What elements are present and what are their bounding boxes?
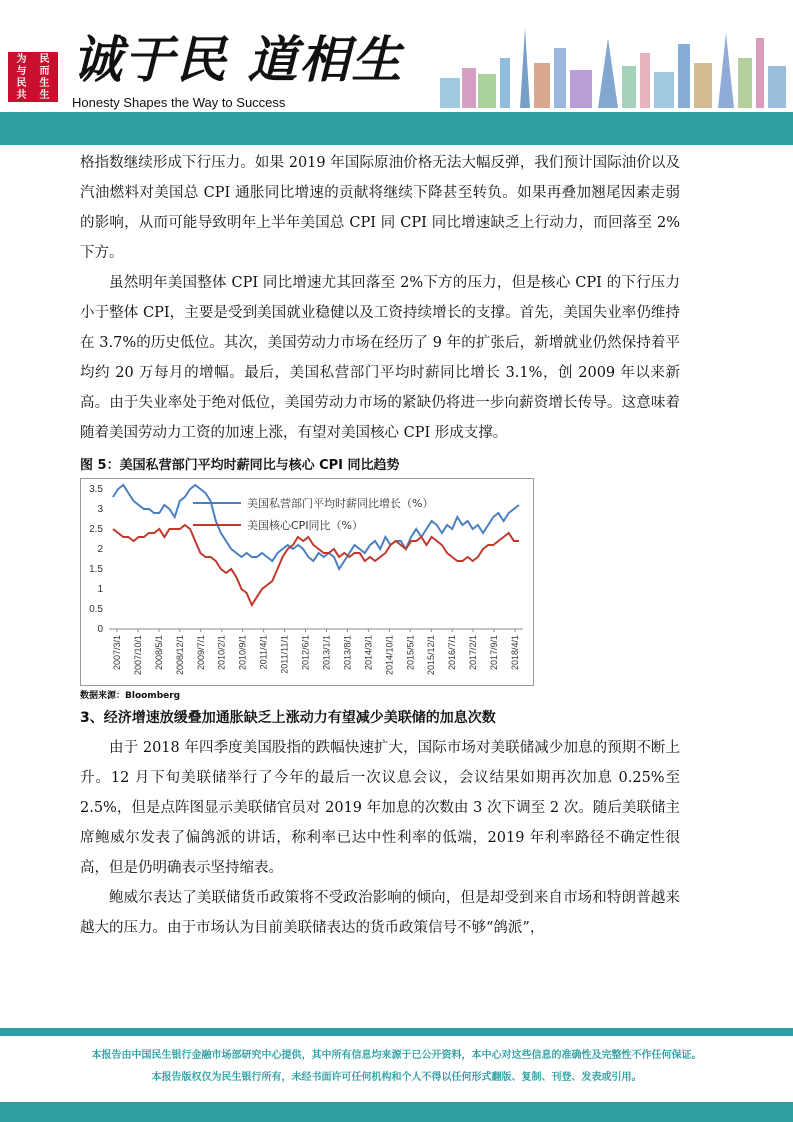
logo-char: 而	[39, 66, 50, 77]
paragraph: 虽然明年美国整体 CPI 同比增速尤其回落至 2%下方的压力，但是核心 CPI 的下行压力小于整体 CPI，主要是受到美国就业稳健以及工资持续增长的支撑。首先，美国失业率仍维持在 3.7%的历史低位。其次，美国劳动力市场在经历了 9 年的扩张后，新增就业仍然保持着平均约 20 万每月的增幅。最后，美国私营部门平均时薪同比增长 3.1%，创 2009 年以来新高。由于失业率处于绝对低位，美国劳动力市场的紧缺仍将进一步向薪资增长传导。这意味着随着美国劳动力工资的加速上涨，有望对美国核心 CPI 形成支撑。	[80, 275, 680, 441]
x-tick-label: 2015/5/1	[405, 635, 416, 671]
page-header	[0, 0, 793, 145]
x-tick-label: 2017/9/1	[489, 635, 500, 671]
series-line-1	[113, 525, 519, 605]
slogan-chinese: 诚于民 道相生	[72, 30, 404, 89]
footer-band	[0, 1102, 793, 1122]
x-tick-label: 2014/3/1	[363, 635, 374, 671]
city-skyline-illustration	[430, 8, 790, 108]
x-tick-label: 2007/10/1	[132, 635, 143, 676]
x-tick-label: 2016/7/1	[447, 635, 458, 671]
x-tick-label: 2014/10/1	[384, 635, 395, 676]
x-tick-label: 2013/1/1	[321, 635, 332, 671]
logo-char: 生	[39, 90, 50, 101]
y-tick-label: 2	[97, 544, 103, 555]
y-tick-label: 3.5	[89, 484, 103, 495]
header-band	[0, 112, 793, 145]
line-chart	[81, 479, 533, 685]
x-tick-label: 2012/6/1	[300, 635, 311, 671]
y-tick-label: 0	[97, 624, 103, 635]
x-tick-label: 2007/3/1	[112, 635, 122, 671]
x-tick-label: 2013/8/1	[342, 635, 353, 671]
logo-char: 共	[16, 90, 27, 101]
x-tick-label: 2009/7/1	[195, 635, 206, 671]
x-tick-label: 2010/2/1	[216, 635, 227, 671]
paragraph: 格指数继续形成下行压力。如果 2019 年国际原油价格无法大幅反弹，我们预计国际油价以及汽油燃料对美国总 CPI 通胀同比增速的贡献将继续下降甚至转负。如果再叠加翘尾因素走弱的影响，从而可能导致明年上半年美国总 CPI 同 CPI 同比增速缺乏上行动力，而回落至 2%下方。	[80, 155, 680, 261]
disclaimer-line: 本报告由中国民生银行金融市场部研究中心提供，其中所有信息均来源于已公开资料，本中心对这些信息的准确性及完整性不作任何保证。	[91, 1050, 702, 1061]
logo-char: 为	[16, 54, 27, 65]
x-tick-label: 2008/12/1	[174, 635, 185, 676]
chart-container	[80, 478, 534, 686]
footer-disclaimer	[0, 1045, 793, 1089]
figure-source: 数据来源：Bloomberg	[80, 691, 181, 701]
legend-label-1: 美国核心CPI同比（%）	[247, 519, 364, 532]
y-tick-label: 1	[97, 584, 103, 595]
legend-label-0: 美国私营部门平均时薪同比增长（%）	[247, 497, 434, 510]
y-tick-label: 3	[97, 504, 103, 515]
x-tick-label: 2017/2/1	[468, 635, 479, 671]
slogan-english: Honesty Shapes the Way to Success	[72, 95, 286, 110]
disclaimer-line: 本报告版权仅为民生银行所有，未经书面许可任何机构和个人不得以任何形式翻版、复制、刊登、发表或引用。	[151, 1072, 642, 1083]
logo-char: 与	[16, 66, 27, 77]
x-tick-label: 2015/12/1	[426, 635, 437, 676]
document-body	[80, 148, 680, 943]
y-tick-label: 2.5	[89, 524, 103, 535]
y-tick-label: 0.5	[89, 604, 103, 615]
logo-char: 生	[39, 78, 50, 89]
bank-logo	[8, 52, 58, 102]
x-tick-label: 2018/4/1	[510, 635, 520, 671]
logo-char: 民	[16, 78, 27, 89]
x-tick-label: 2010/9/1	[237, 635, 248, 671]
footer-band	[0, 1028, 793, 1036]
paragraph: 由于 2018 年四季度美国股指的跌幅快速扩大，国际市场对美联储减少加息的预期不断上升。12 月下旬美联储举行了今年的最后一次议息会议，会议结果如期再次加息 0.25%至 2.5%，但是点阵图显示美联储官员对 2019 年加息的次数由 3 次下调至 2 次。随后美联储主席鲍威尔发表了偏鸽派的讲话，称利率已达中性利率的低端，2019 年利率路径不确定性很高，但是仍明确表示坚持缩表。	[80, 740, 680, 876]
logo-char: 民	[39, 54, 50, 65]
section-title: 3、经济增速放缓叠加通胀缺乏上涨动力有望减少美联储的加息次数	[80, 710, 496, 726]
figure-title: 图 5：美国私营部门平均时薪同比与核心 CPI 同比趋势	[80, 458, 400, 473]
y-tick-label: 1.5	[89, 564, 103, 575]
paragraph: 鲍威尔表达了美联储货币政策将不受政治影响的倾向，但是却受到来自市场和特朗普越来越大的压力。由于市场认为目前美联储表达的货币政策信号不够“鸽派”，	[80, 890, 680, 936]
x-tick-label: 2008/5/1	[153, 635, 164, 671]
x-tick-label: 2011/4/1	[258, 635, 269, 670]
x-tick-label: 2011/11/1	[279, 635, 290, 674]
